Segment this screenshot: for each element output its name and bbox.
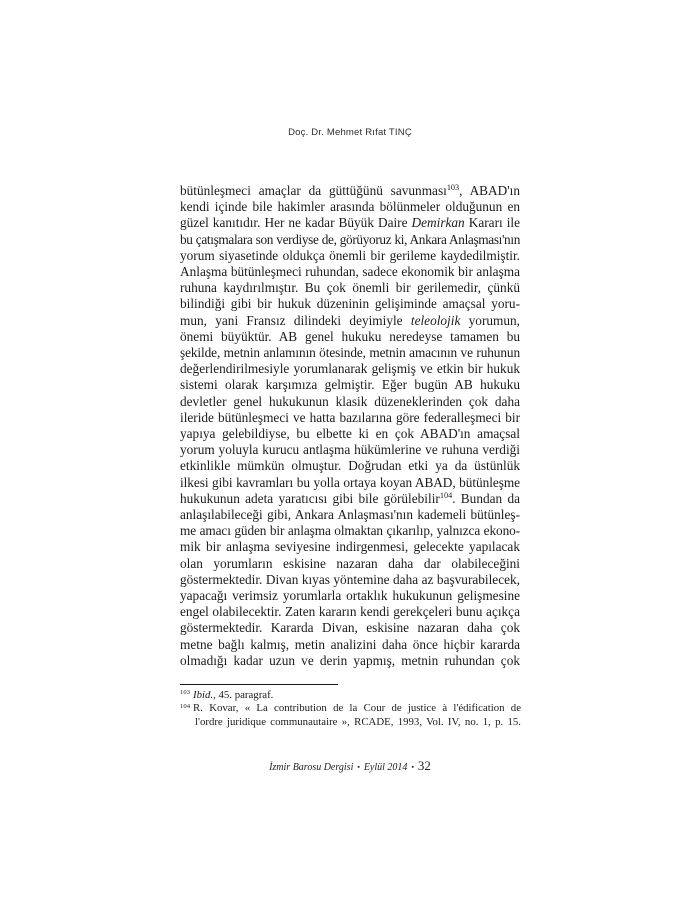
text-segment: değerlendirilmesiyle yorumlanarak gelişmiş ve etkin bir hukuk [180,361,520,377]
body-line [180,232,520,248]
text-segment: me amacı güden bir anlaşma olmaktan çıkarılıp, yalnızca ekono- [180,523,520,539]
body-line [180,329,520,345]
text-segment: teleolojik [410,312,461,328]
body-line [180,491,520,507]
text-segment: ileride bütünleşmeci ve hatta bazılarına göre federalleşmeci bir [180,409,520,425]
body-line [180,264,520,280]
text-segment: . Bundan da [452,490,520,506]
body-line [180,410,520,426]
text-segment: , ABAD'ın [459,183,520,198]
text-segment: kendi içinde bile hakimler arasında bölünmeler olduğunun en [180,199,520,215]
text-segment: R. Kovar, « La contribution de la Cour de justice à l'édification de [193,702,521,715]
body-line [180,588,520,604]
footnote-reference: 103 [180,689,191,697]
footnote-reference: 103 [446,183,460,193]
body-line [180,361,520,377]
body-line [180,637,520,653]
page-footer [0,757,700,775]
square-bullet-icon: ▪ [357,762,360,771]
footnote-reference: 104 [180,702,191,710]
footnote-line [180,689,521,702]
text-segment: sistemi olarak karşımıza gelmiştir. Eğer bugün AB hukuku [180,377,520,393]
body-line [180,280,520,296]
body-line [180,248,520,264]
text-segment: önemi büyüktür. AB genel hukuku neredeyse tamamen bu [180,328,520,344]
running-header-author: Doç. Dr. Mehmet Rıfat TINÇ [288,127,412,138]
text-segment: yapıya gelebildiyse, bu elbette ki en çok ABAD'ın amaçsal [180,426,520,442]
body-line [180,394,520,410]
text-segment: mik bir anlaşma seviyesine indirgenmesi, gelecekte yapılacak [180,539,520,555]
text-segment: yorumun, [460,312,520,328]
text-segment: devletler genel hukukunun klasik düzeneklerinden çok daha [180,393,520,409]
text-segment: ruhuna kaydırılmıştır. Bu çok önemli bir gerilemedir, çünkü [180,280,520,296]
text-segment: yorum yoluyla kurucu antlaşma hükümlerine ve ruhuna verdiği [180,442,520,458]
text-segment: metne bağlı kalmış, metin analizini daha önce hiçbir kararda [180,636,520,652]
body-line [180,539,520,555]
text-segment: engel olabilecektir. Zaten kararın kendi gerekçeleri bunu açıkça [180,604,520,620]
text-segment: göstermektedir. Divan kıyas yöntemine daha az başvurabilecek, [180,571,520,587]
body-line [180,604,520,620]
body-line [180,215,520,231]
text-segment: yapacağı verimsiz yorumlarla ortaklık hukukunun gelişmesine [180,588,520,604]
footnotes [180,689,521,729]
text-segment: hukukunun adeta yaratıcısı gibi bile görülebilir [180,490,440,506]
text-segment: şekilde, metnin anlamının ötesinde, metnin amacının ve ruhunun [180,345,520,361]
text-segment: yorum siyasetinde oldukça önemli bir gerileme kaydedilmiştir. [180,247,520,263]
body-line [180,572,520,588]
body-line [180,296,520,312]
body-line [180,426,520,442]
text-segment: Ibid. [193,689,214,701]
body-line [180,442,520,458]
body-line [180,458,520,474]
body-line [180,475,520,491]
text-segment: anlaşılabileceği gibi, Ankara Anlaşması'nın kademeli bütünleş- [180,507,520,523]
text-segment: bilindiği gibi bir hukuk düzeninin gelişiminde amaçsal yoru- [180,296,520,312]
text-segment: etkinlikle mümkün olmuştur. Doğrudan etki ya da üstünlük [180,458,520,474]
issue-date: Eylül 2014 [363,762,408,773]
body-line [180,556,520,572]
text-segment: bütünleşmeci amaçlar da güttüğünü savunması [180,183,447,198]
footnote-line [180,716,521,729]
body-line [180,377,520,393]
body-line [180,653,520,669]
text-segment: l'ordre juridique communautaire », RCADE, 1993, Vol. IV, no. 1, p. 15. [195,715,521,728]
body-line [180,313,520,329]
text-segment: Demirkan [411,215,465,231]
page-number: 32 [417,758,431,773]
body-paragraph [180,183,520,669]
footnote-line [180,702,521,715]
journal-name: İzmir Barosu Dergisi [269,762,354,773]
body-line [180,199,520,215]
footnote-separator [180,684,338,685]
footnote-reference: 104 [439,491,453,501]
text-segment: göstermektedir. Kararda Divan, eskisine nazaran daha çok [180,620,520,636]
body-line [180,507,520,523]
text-segment: Anlaşma bütünleşmeci ruhundan, sadece ekonomik bir anlaşma [180,264,520,280]
body-line [180,620,520,636]
text-segment: olan yorumların eskisine nazaran daha dar olabileceğini [180,555,520,571]
text-segment: güzel kanıtıdır. Her ne kadar Büyük Daire [180,215,412,231]
text-segment: olmadığı kadar uzun ve derin yapmış, metnin ruhundan çok [180,652,520,668]
text-segment: bu çatışmalara son verdiyse de, görüyoruz ki, Ankara Anlaşması'nın [180,231,520,247]
text-segment: , 45. paragraf. [213,689,274,701]
text-segment: ilkesi gibi kavramları bu yolla ortaya koyan ABAD, bütünleşme [180,474,520,490]
body-line [180,523,520,539]
body-line [180,183,520,199]
text-segment: Kararı ile [464,215,520,231]
body-line [180,345,520,361]
square-bullet-icon: ▪ [411,762,414,771]
text-segment: mun, yani Fransız dilindeki deyimiyle [180,312,411,328]
